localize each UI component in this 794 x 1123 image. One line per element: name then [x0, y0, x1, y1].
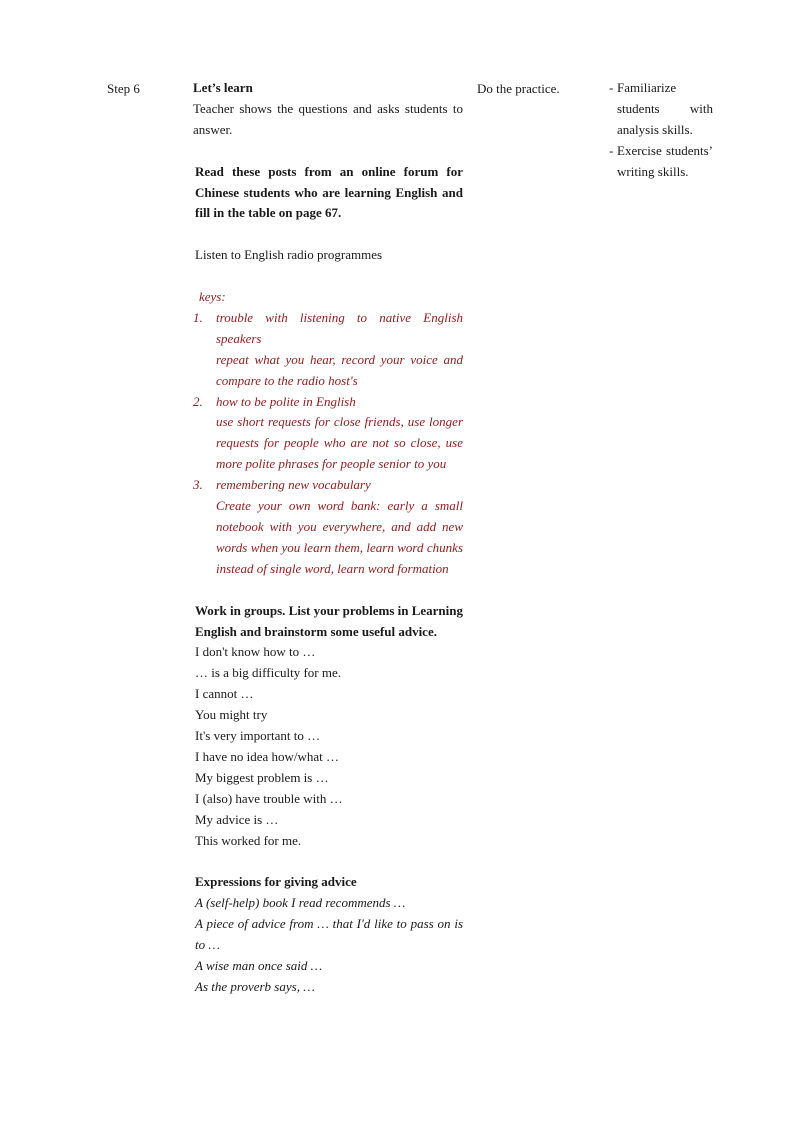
list-item: I don't know how to …: [195, 644, 316, 660]
expressions-list: [193, 893, 463, 998]
purpose-text: Exercise students’ writing skills.: [617, 142, 713, 179]
key-number: 1.: [193, 309, 203, 325]
dash-bullet: -: [609, 142, 614, 158]
list-item: I have no idea how/what …: [195, 748, 340, 764]
example-text: Listen to English radio programmes: [195, 247, 383, 263]
step-label: Step 6: [107, 81, 140, 96]
task-instruction-2: Work in groups. List your problems in Learning English and brainstorm some useful advice.: [195, 602, 464, 639]
list-item: A piece of advice from … that I'd like to pass on is to …: [195, 916, 463, 953]
key-problem: how to be polite in English: [216, 393, 356, 409]
list-item: My biggest problem is …: [195, 769, 329, 785]
key-number: 3.: [193, 477, 203, 493]
keys-label: keys:: [199, 289, 226, 305]
key-problem: trouble with listening to native English speakers: [216, 309, 463, 346]
purpose-item: [609, 141, 713, 183]
list-item: A (self-help) book I read recommends …: [195, 895, 406, 911]
section-title: Let’s learn: [193, 80, 253, 95]
list-item: I (also) have trouble with …: [195, 790, 343, 806]
step-column: [107, 78, 187, 99]
list-item: [193, 475, 463, 580]
list-item: It's very important to …: [195, 728, 321, 744]
task-instruction-1: Read these posts from an online forum for Chinese students who are learning English and fill in the table on page 67.: [195, 163, 463, 221]
purpose-column: [609, 78, 713, 183]
key-advice: repeat what you hear, record your voice and compare to the radio host's: [216, 351, 463, 388]
dash-bullet: -: [609, 80, 614, 95]
intro-text: Teacher shows the questions and asks students to answer.: [193, 100, 463, 137]
list-item: … is a big difficulty for me.: [195, 665, 341, 681]
answer-keys-list: [193, 308, 463, 580]
purpose-text: Familiarize students with analysis skills.: [617, 80, 713, 137]
list-item: My advice is …: [195, 811, 279, 827]
key-advice: use short requests for close friends, use longer requests for people who are not so close, use more polite phrases for people senior to you: [216, 414, 463, 472]
phrase-list: [193, 642, 463, 851]
list-item: This worked for me.: [195, 832, 302, 848]
list-item: I cannot …: [195, 686, 254, 702]
key-advice: Create your own word bank: early a small notebook with you everywhere, and add new words when you learn them, learn word chunks instead of single word, learn word formation: [216, 498, 463, 576]
list-item: You might try: [195, 707, 268, 723]
method-text: Do the practice.: [477, 81, 560, 96]
key-number: 2.: [193, 393, 203, 409]
activity-column: [193, 78, 463, 998]
student-activity-column: [477, 78, 597, 99]
list-item: [193, 308, 463, 392]
key-problem: remembering new vocabulary: [216, 477, 371, 493]
purpose-item: [609, 78, 713, 141]
expressions-title: Expressions for giving advice: [195, 874, 357, 890]
list-item: [193, 392, 463, 476]
list-item: As the proverb says, …: [195, 978, 315, 994]
list-item: A wise man once said …: [195, 957, 323, 973]
